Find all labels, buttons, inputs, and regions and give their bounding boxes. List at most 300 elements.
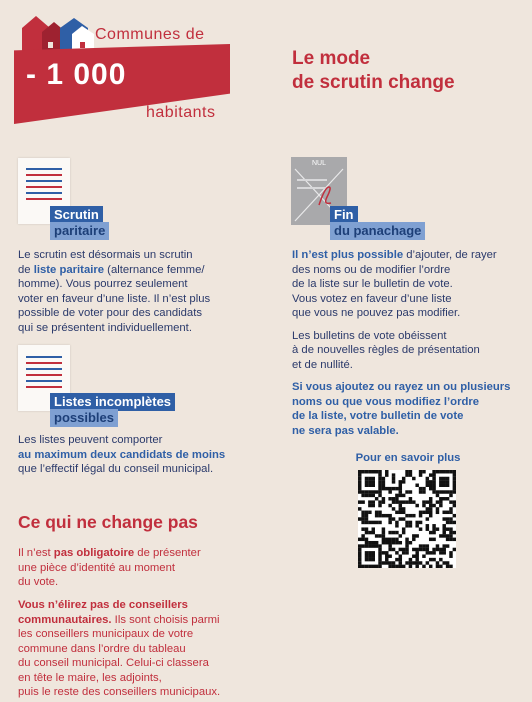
qr-module xyxy=(429,538,432,541)
qr-module xyxy=(395,497,398,500)
qr-module xyxy=(378,561,381,564)
qr-module xyxy=(365,527,368,530)
qr-module xyxy=(453,470,456,473)
qr-module xyxy=(446,470,449,473)
qr-module xyxy=(419,561,422,564)
fin-text: Il n’est plus possible d’ajouter, de rayer des noms ou de modifier l’ordre de la liste sur le bulletin de vote. Vous votez en faveur d’une liste que vous ne pouvez pas modifier. Les bulletins de vote obéissent à de nouvelles règles de présentation et de nullité. Si vous ajoutez ou rayez un ou plusieurs noms ou que vous modifiez l’ordre de la liste, votre bulletin de vote ne sera pas valable. xyxy=(292,249,511,437)
qr-module xyxy=(453,521,456,524)
qr-module xyxy=(409,497,412,500)
qr-module xyxy=(388,514,391,517)
qr-module xyxy=(395,558,398,561)
qr-module xyxy=(358,477,361,480)
qr-module xyxy=(382,477,385,480)
qr-module xyxy=(412,561,415,564)
qr-module xyxy=(368,494,371,497)
void-ballot-icon: NUL xyxy=(291,157,347,225)
qr-module xyxy=(378,514,381,517)
qr-module xyxy=(422,565,425,568)
qr-module xyxy=(429,551,432,554)
qr-module xyxy=(382,531,385,534)
qr-module xyxy=(422,504,425,507)
qr-module xyxy=(419,473,422,476)
qr-module xyxy=(412,477,415,480)
qr-module xyxy=(439,548,442,551)
qr-module xyxy=(453,504,456,507)
qr-module xyxy=(368,504,371,507)
qr-module xyxy=(395,487,398,490)
qr-module xyxy=(442,534,445,537)
qr-module xyxy=(409,500,412,503)
qr-code[interactable] xyxy=(358,470,456,568)
qr-module xyxy=(429,507,432,510)
qr-module xyxy=(449,490,452,493)
qr-module xyxy=(392,548,395,551)
qr-module xyxy=(422,487,425,490)
qr-module xyxy=(409,473,412,476)
qr-module xyxy=(385,538,388,541)
qr-module xyxy=(422,544,425,547)
qr-module xyxy=(382,561,385,564)
qr-module xyxy=(426,527,429,530)
qr-module xyxy=(365,470,368,473)
qr-module xyxy=(439,565,442,568)
qr-module xyxy=(361,527,364,530)
qr-module xyxy=(419,470,422,473)
qr-module xyxy=(368,541,371,544)
qr-module xyxy=(432,473,435,476)
qr-module xyxy=(442,561,445,564)
qr-module xyxy=(368,477,371,480)
qr-module xyxy=(402,527,405,530)
qr-module xyxy=(372,551,375,554)
qr-module xyxy=(365,480,368,483)
qr-module xyxy=(382,484,385,487)
qr-module xyxy=(395,521,398,524)
qr-module xyxy=(358,554,361,557)
qr-module xyxy=(375,514,378,517)
qr-module xyxy=(365,477,368,480)
qr-module xyxy=(442,484,445,487)
qr-module xyxy=(402,565,405,568)
qr-module xyxy=(395,524,398,527)
qr-module xyxy=(402,517,405,520)
banner-number: - 1 000 xyxy=(26,58,127,91)
listes-tag-line1: Listes incomplètes xyxy=(50,393,175,411)
qr-module xyxy=(442,497,445,500)
qr-module xyxy=(388,497,391,500)
qr-module xyxy=(405,514,408,517)
fin-tag-line1: Fin xyxy=(330,206,358,224)
qr-module xyxy=(412,500,415,503)
qr-module xyxy=(399,548,402,551)
qr-module xyxy=(419,511,422,514)
qr-module xyxy=(378,521,381,524)
qr-module xyxy=(432,480,435,483)
qr-module xyxy=(429,511,432,514)
qr-module xyxy=(453,487,456,490)
qr-module xyxy=(402,480,405,483)
qr-module xyxy=(432,538,435,541)
qr-module xyxy=(388,538,391,541)
qr-module xyxy=(365,544,368,547)
qr-module xyxy=(405,521,408,524)
qr-module xyxy=(453,480,456,483)
qr-module xyxy=(415,551,418,554)
qr-module xyxy=(449,511,452,514)
qr-module xyxy=(449,527,452,530)
qr-module xyxy=(436,544,439,547)
qr-module xyxy=(382,541,385,544)
qr-module xyxy=(372,531,375,534)
qr-module xyxy=(432,531,435,534)
qr-module xyxy=(399,517,402,520)
qr-module xyxy=(432,527,435,530)
qr-module xyxy=(361,565,364,568)
qr-module xyxy=(453,531,456,534)
qr-module xyxy=(436,490,439,493)
qr-module xyxy=(409,521,412,524)
qr-module xyxy=(372,484,375,487)
qr-module xyxy=(429,500,432,503)
qr-module xyxy=(453,484,456,487)
qr-module xyxy=(395,538,398,541)
qr-module xyxy=(392,477,395,480)
qr-module xyxy=(415,554,418,557)
qr-module xyxy=(409,541,412,544)
qr-module xyxy=(412,554,415,557)
qr-module xyxy=(446,511,449,514)
qr-module xyxy=(426,480,429,483)
qr-module xyxy=(446,490,449,493)
qr-module xyxy=(378,511,381,514)
qr-module xyxy=(436,511,439,514)
qr-module xyxy=(449,538,452,541)
qr-module xyxy=(419,490,422,493)
qr-module xyxy=(415,504,418,507)
qr-module xyxy=(378,480,381,483)
unchanged-text-2: Vous n’élirez pas de conseillers communautaires. Ils sont choisis parmi les conseillers municipaux de votre commune dans l’ordre du tableau du conseil municipal. Celui-ci classera en tête le maire, les adjoints, puis le reste des conseillers municipaux. xyxy=(18,599,221,698)
qr-module xyxy=(409,470,412,473)
qr-module xyxy=(409,558,412,561)
qr-module xyxy=(399,565,402,568)
qr-module xyxy=(415,524,418,527)
qr-module xyxy=(446,544,449,547)
qr-module xyxy=(439,484,442,487)
qr-module xyxy=(365,538,368,541)
qr-module xyxy=(402,551,405,554)
qr-module xyxy=(395,541,398,544)
qr-module xyxy=(388,517,391,520)
qr-module xyxy=(453,500,456,503)
qr-module xyxy=(361,490,364,493)
qr-module xyxy=(368,551,371,554)
qr-module xyxy=(368,490,371,493)
qr-module xyxy=(426,544,429,547)
qr-module xyxy=(378,477,381,480)
qr-module xyxy=(419,548,422,551)
qr-module xyxy=(378,470,381,473)
qr-module xyxy=(372,527,375,530)
qr-module xyxy=(388,548,391,551)
qr-module xyxy=(392,497,395,500)
unchanged-text-1: Il n’est pas obligatoire de présenter une pièce d’identité au moment du vote. xyxy=(18,547,201,588)
qr-module xyxy=(368,484,371,487)
qr-module xyxy=(422,490,425,493)
incomplete-list-lines-icon xyxy=(26,356,62,392)
qr-module xyxy=(453,538,456,541)
qr-module xyxy=(429,531,432,534)
qr-module xyxy=(412,548,415,551)
qr-module xyxy=(378,551,381,554)
qr-module xyxy=(442,527,445,530)
qr-module xyxy=(375,511,378,514)
qr-module xyxy=(436,548,439,551)
qr-module xyxy=(415,558,418,561)
qr-module xyxy=(402,507,405,510)
qr-module xyxy=(426,524,429,527)
qr-module xyxy=(382,497,385,500)
qr-module xyxy=(358,544,361,547)
qr-module xyxy=(372,477,375,480)
qr-module xyxy=(375,521,378,524)
qr-module xyxy=(415,561,418,564)
qr-module xyxy=(361,517,364,520)
qr-module xyxy=(372,500,375,503)
qr-module xyxy=(368,511,371,514)
qr-module xyxy=(402,494,405,497)
qr-module xyxy=(405,551,408,554)
qr-module xyxy=(436,494,439,497)
qr-module xyxy=(426,561,429,564)
qr-module xyxy=(449,507,452,510)
qr-module xyxy=(429,558,432,561)
qr-module xyxy=(439,477,442,480)
qr-module xyxy=(415,534,418,537)
qr-module xyxy=(378,500,381,503)
qr-module xyxy=(375,565,378,568)
qr-module xyxy=(392,541,395,544)
qr-module xyxy=(385,470,388,473)
qr-module xyxy=(446,565,449,568)
qr-module xyxy=(399,487,402,490)
qr-module xyxy=(429,480,432,483)
qr-module xyxy=(392,517,395,520)
qr-module xyxy=(405,548,408,551)
qr-module xyxy=(388,561,391,564)
qr-module xyxy=(399,507,402,510)
qr-module xyxy=(372,470,375,473)
qr-module xyxy=(402,511,405,514)
qr-module xyxy=(372,521,375,524)
page-title: Le mode de scrutin change xyxy=(292,48,455,93)
qr-module xyxy=(439,551,442,554)
qr-module xyxy=(382,551,385,554)
qr-module xyxy=(439,490,442,493)
qr-module xyxy=(419,527,422,530)
qr-module xyxy=(449,531,452,534)
qr-module xyxy=(405,490,408,493)
qr-module xyxy=(426,507,429,510)
qr-module xyxy=(372,558,375,561)
qr-module xyxy=(382,527,385,530)
qr-module xyxy=(358,480,361,483)
qr-module xyxy=(395,565,398,568)
qr-module xyxy=(439,558,442,561)
qr-module xyxy=(419,487,422,490)
qr-module xyxy=(361,470,364,473)
qr-module xyxy=(392,500,395,503)
qr-module xyxy=(449,554,452,557)
qr-module xyxy=(385,541,388,544)
qr-module xyxy=(399,558,402,561)
scrutin-tag-line2: paritaire xyxy=(50,222,109,240)
qr-module xyxy=(399,554,402,557)
qr-module xyxy=(388,554,391,557)
qr-module xyxy=(388,531,391,534)
qr-module xyxy=(372,504,375,507)
qr-module xyxy=(372,565,375,568)
qr-module xyxy=(375,470,378,473)
qr-module xyxy=(422,470,425,473)
qr-module xyxy=(412,534,415,537)
qr-module xyxy=(426,551,429,554)
qr-module xyxy=(392,480,395,483)
qr-module xyxy=(368,531,371,534)
qr-module xyxy=(365,511,368,514)
qr-module xyxy=(378,548,381,551)
qr-module xyxy=(453,514,456,517)
qr-module xyxy=(382,534,385,537)
qr-module xyxy=(402,500,405,503)
qr-module xyxy=(446,534,449,537)
qr-module xyxy=(385,473,388,476)
qr-module xyxy=(358,484,361,487)
qr-module xyxy=(378,504,381,507)
qr-module xyxy=(385,561,388,564)
ballot-lines-icon xyxy=(26,168,62,204)
qr-module xyxy=(392,531,395,534)
qr-module xyxy=(453,477,456,480)
unchanged-heading: Ce qui ne change pas xyxy=(18,512,198,532)
qr-module xyxy=(432,548,435,551)
qr-module xyxy=(426,484,429,487)
qr-module xyxy=(378,484,381,487)
qr-module xyxy=(415,548,418,551)
qr-module xyxy=(442,470,445,473)
listes-text: Les listes peuvent comporter au maximum deux candidats de moins que l’effectif légal du conseil municipal. xyxy=(18,434,226,475)
qr-module xyxy=(402,548,405,551)
qr-module xyxy=(405,561,408,564)
qr-module xyxy=(361,500,364,503)
qr-module xyxy=(375,497,378,500)
qr-module xyxy=(442,490,445,493)
qr-module xyxy=(378,558,381,561)
qr-module xyxy=(372,494,375,497)
qr-module xyxy=(449,494,452,497)
qr-module xyxy=(442,524,445,527)
qr-module xyxy=(395,494,398,497)
qr-module xyxy=(365,558,368,561)
qr-module xyxy=(422,500,425,503)
qr-module xyxy=(432,504,435,507)
qr-module xyxy=(436,470,439,473)
qr-module xyxy=(365,531,368,534)
qr-module xyxy=(436,561,439,564)
qr-module xyxy=(426,477,429,480)
qr-module xyxy=(388,541,391,544)
qr-module xyxy=(375,541,378,544)
qr-module xyxy=(365,551,368,554)
qr-module xyxy=(392,507,395,510)
qr-module xyxy=(388,521,391,524)
qr-module xyxy=(361,534,364,537)
banner-communes-label: Communes de xyxy=(95,26,205,43)
qr-module xyxy=(405,544,408,547)
qr-module xyxy=(358,558,361,561)
qr-module xyxy=(402,477,405,480)
qr-module xyxy=(432,487,435,490)
qr-module xyxy=(405,524,408,527)
qr-module xyxy=(399,484,402,487)
more-info-label: Pour en savoir plus xyxy=(355,452,461,464)
qr-module xyxy=(399,480,402,483)
qr-module xyxy=(432,558,435,561)
qr-module xyxy=(446,477,449,480)
qr-module xyxy=(372,544,375,547)
qr-module xyxy=(378,490,381,493)
qr-module xyxy=(415,565,418,568)
qr-module xyxy=(361,521,364,524)
qr-module xyxy=(361,544,364,547)
qr-module xyxy=(395,531,398,534)
qr-module xyxy=(402,531,405,534)
qr-module xyxy=(365,565,368,568)
qr-module xyxy=(358,517,361,520)
qr-module xyxy=(368,544,371,547)
qr-module xyxy=(409,490,412,493)
qr-module xyxy=(446,521,449,524)
qr-module xyxy=(382,487,385,490)
qr-module xyxy=(436,507,439,510)
qr-module xyxy=(368,521,371,524)
qr-module xyxy=(358,487,361,490)
qr-module xyxy=(442,531,445,534)
qr-module xyxy=(382,514,385,517)
qr-module xyxy=(449,517,452,520)
qr-module xyxy=(372,554,375,557)
qr-module xyxy=(358,548,361,551)
qr-module xyxy=(365,517,368,520)
qr-module xyxy=(415,521,418,524)
qr-module xyxy=(446,480,449,483)
qr-module xyxy=(395,500,398,503)
qr-module xyxy=(432,551,435,554)
qr-module xyxy=(392,487,395,490)
qr-module xyxy=(368,554,371,557)
banner-habitants-label: habitants xyxy=(146,104,216,121)
qr-module xyxy=(405,473,408,476)
qr-module xyxy=(446,561,449,564)
qr-module xyxy=(365,514,368,517)
qr-module xyxy=(392,561,395,564)
qr-module xyxy=(442,548,445,551)
qr-module xyxy=(399,504,402,507)
qr-module xyxy=(449,534,452,537)
qr-module xyxy=(442,477,445,480)
qr-module xyxy=(368,558,371,561)
qr-module xyxy=(378,554,381,557)
qr-module xyxy=(432,484,435,487)
